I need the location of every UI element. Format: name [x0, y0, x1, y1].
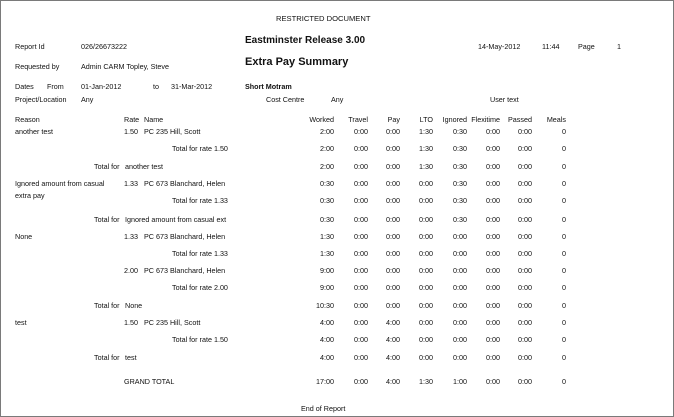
flexitime-cell: 0:00 — [486, 353, 500, 362]
cost-centre-label: Cost Centre — [266, 95, 305, 104]
meals-cell: 0 — [562, 127, 566, 136]
rate-total-label: Total for rate 2.00 — [172, 283, 228, 292]
flexitime-cell: 0:00 — [486, 335, 500, 344]
passed-cell: 0:00 — [518, 318, 532, 327]
travel-cell: 0:00 — [354, 283, 368, 292]
flexitime-cell: 0:00 — [486, 283, 500, 292]
pay-cell: 4:00 — [386, 335, 400, 344]
flexitime-cell: 0:00 — [486, 162, 500, 171]
worked-cell: 17:00 — [316, 377, 334, 386]
ignored-cell: 0:30 — [453, 144, 467, 153]
travel-cell: 0:00 — [354, 353, 368, 362]
worked-cell: 1:30 — [320, 232, 334, 241]
total-for-reason: Ignored amount from casual ext — [125, 215, 227, 224]
rate-total-label: Total for rate 1.50 — [172, 144, 228, 153]
worked-cell: 4:00 — [320, 318, 334, 327]
passed-cell: 0:00 — [518, 249, 532, 258]
lto-cell: 0:00 — [419, 196, 433, 205]
rate-cell: 1.50 — [124, 318, 138, 327]
worked-cell: 0:30 — [320, 215, 334, 224]
pay-cell: 4:00 — [386, 318, 400, 327]
app-title: Eastminster Release 3.00 — [245, 35, 366, 46]
meals-cell: 0 — [562, 377, 566, 386]
col-rate: Rate — [124, 115, 140, 124]
lto-cell: 0:00 — [419, 283, 433, 292]
pay-cell: 0:00 — [386, 127, 400, 136]
meals-cell: 0 — [562, 162, 566, 171]
rate-total-label: Total for rate 1.33 — [172, 249, 228, 258]
flexitime-cell: 0:00 — [486, 249, 500, 258]
meals-cell: 0 — [562, 196, 566, 205]
ignored-cell: 0:30 — [453, 179, 467, 188]
col-flexitime: Flexitime — [471, 115, 500, 124]
passed-cell: 0:00 — [518, 196, 532, 205]
total-for-reason: another test — [125, 162, 163, 171]
col-passed: Passed — [508, 115, 532, 124]
passed-cell: 0:00 — [518, 335, 532, 344]
reason-cell: Ignored amount from casual — [15, 179, 105, 188]
total-for-reason: None — [125, 301, 143, 310]
travel-cell: 0:00 — [354, 215, 368, 224]
lto-cell: 0:00 — [419, 215, 433, 224]
rate-cell: 1.33 — [124, 232, 138, 241]
worked-cell: 0:30 — [320, 179, 334, 188]
lto-cell: 0:00 — [419, 318, 433, 327]
passed-cell: 0:00 — [518, 127, 532, 136]
worked-cell: 2:00 — [320, 144, 334, 153]
total-for-label: Total for — [94, 162, 120, 171]
report-id: 026/26673222 — [81, 42, 127, 51]
report-title: Extra Pay Summary — [245, 56, 349, 68]
flexitime-cell: 0:00 — [486, 179, 500, 188]
travel-cell: 0:00 — [354, 179, 368, 188]
lto-cell: 1:30 — [419, 377, 433, 386]
lto-cell: 0:00 — [419, 179, 433, 188]
reason-cell: test — [15, 318, 27, 327]
ignored-cell: 0:30 — [453, 127, 467, 136]
rate-cell: 1.50 — [124, 127, 138, 136]
worked-cell: 2:00 — [320, 162, 334, 171]
banner: RESTRICTED DOCUMENT — [276, 14, 371, 23]
travel-cell: 0:00 — [354, 162, 368, 171]
page-label: Page — [578, 42, 595, 51]
travel-cell: 0:00 — [354, 318, 368, 327]
meals-cell: 0 — [562, 283, 566, 292]
name-cell: PC 235 Hill, Scott — [144, 318, 201, 327]
name-cell: PC 673 Blanchard, Helen — [144, 266, 226, 275]
flexitime-cell: 0:00 — [486, 215, 500, 224]
ignored-cell: 0:30 — [453, 196, 467, 205]
name-cell: PC 673 Blanchard, Helen — [144, 179, 226, 188]
lto-cell: 0:00 — [419, 232, 433, 241]
report-subtitle: Short Motram — [245, 82, 292, 91]
reason-cell: another test — [15, 127, 53, 136]
passed-cell: 0:00 — [518, 162, 532, 171]
worked-cell: 1:30 — [320, 249, 334, 258]
pay-cell: 0:00 — [386, 162, 400, 171]
meals-cell: 0 — [562, 232, 566, 241]
passed-cell: 0:00 — [518, 301, 532, 310]
passed-cell: 0:00 — [518, 353, 532, 362]
project-location-label: Project/Location — [15, 95, 67, 104]
travel-cell: 0:00 — [354, 301, 368, 310]
lto-cell: 1:30 — [419, 144, 433, 153]
travel-cell: 0:00 — [354, 377, 368, 386]
meals-cell: 0 — [562, 318, 566, 327]
to-date: 31-Mar-2012 — [171, 82, 213, 91]
report-id-label: Report Id — [15, 42, 45, 51]
col-lto: LTO — [419, 115, 433, 124]
meals-cell: 0 — [562, 353, 566, 362]
ignored-cell: 0:00 — [453, 301, 467, 310]
worked-cell: 10:30 — [316, 301, 334, 310]
ignored-cell: 0:30 — [453, 215, 467, 224]
lto-cell: 1:30 — [419, 162, 433, 171]
cost-centre: Any — [331, 95, 344, 104]
user-text-label: User text — [490, 95, 519, 104]
travel-cell: 0:00 — [354, 144, 368, 153]
worked-cell: 2:00 — [320, 127, 334, 136]
col-worked: Worked — [309, 115, 334, 124]
ignored-cell: 0:00 — [453, 249, 467, 258]
project-location: Any — [81, 95, 94, 104]
requested-by-label: Requested by — [15, 62, 60, 71]
travel-cell: 0:00 — [354, 335, 368, 344]
reason-cell: None — [15, 232, 33, 241]
page-number: 1 — [617, 42, 621, 51]
lto-cell: 0:00 — [419, 353, 433, 362]
total-for-label: Total for — [94, 301, 120, 310]
pay-cell: 0:00 — [386, 232, 400, 241]
lto-cell: 0:00 — [419, 266, 433, 275]
from-date: 01-Jan-2012 — [81, 82, 122, 91]
travel-cell: 0:00 — [354, 232, 368, 241]
meals-cell: 0 — [562, 144, 566, 153]
lto-cell: 0:00 — [419, 301, 433, 310]
passed-cell: 0:00 — [518, 179, 532, 188]
flexitime-cell: 0:00 — [486, 144, 500, 153]
col-travel: Travel — [348, 115, 368, 124]
worked-cell: 4:00 — [320, 353, 334, 362]
passed-cell: 0:00 — [518, 283, 532, 292]
travel-cell: 0:00 — [354, 127, 368, 136]
ignored-cell: 0:30 — [453, 162, 467, 171]
flexitime-cell: 0:00 — [486, 196, 500, 205]
pay-cell: 0:00 — [386, 196, 400, 205]
dates-label: Dates — [15, 82, 34, 91]
passed-cell: 0:00 — [518, 377, 532, 386]
flexitime-cell: 0:00 — [486, 266, 500, 275]
name-cell: PC 673 Blanchard, Helen — [144, 232, 226, 241]
worked-cell: 0:30 — [320, 196, 334, 205]
flexitime-cell: 0:00 — [486, 232, 500, 241]
ignored-cell: 0:00 — [453, 318, 467, 327]
flexitime-cell: 0:00 — [486, 318, 500, 327]
pay-cell: 0:00 — [386, 179, 400, 188]
rate-cell: 1.33 — [124, 179, 138, 188]
reason-cell-cont: extra pay — [15, 191, 45, 200]
travel-cell: 0:00 — [354, 266, 368, 275]
passed-cell: 0:00 — [518, 232, 532, 241]
meals-cell: 0 — [562, 249, 566, 258]
flexitime-cell: 0:00 — [486, 127, 500, 136]
meals-cell: 0 — [562, 301, 566, 310]
ignored-cell: 0:00 — [453, 335, 467, 344]
worked-cell: 9:00 — [320, 283, 334, 292]
ignored-cell: 0:00 — [453, 232, 467, 241]
passed-cell: 0:00 — [518, 144, 532, 153]
meals-cell: 0 — [562, 215, 566, 224]
lto-cell: 1:30 — [419, 127, 433, 136]
total-for-label: Total for — [94, 215, 120, 224]
lto-cell: 0:00 — [419, 335, 433, 344]
end-of-report: End of Report — [301, 404, 346, 413]
ignored-cell: 0:00 — [453, 353, 467, 362]
pay-cell: 0:00 — [386, 144, 400, 153]
rate-total-label: Total for rate 1.50 — [172, 335, 228, 344]
ignored-cell: 0:00 — [453, 266, 467, 275]
pay-cell: 0:00 — [386, 249, 400, 258]
col-ignored: Ignored — [442, 115, 467, 124]
col-meals: Meals — [546, 115, 566, 124]
meals-cell: 0 — [562, 179, 566, 188]
passed-cell: 0:00 — [518, 266, 532, 275]
worked-cell: 9:00 — [320, 266, 334, 275]
to-label: to — [153, 82, 159, 91]
col-pay: Pay — [387, 115, 400, 124]
worked-cell: 4:00 — [320, 335, 334, 344]
pay-cell: 0:00 — [386, 215, 400, 224]
rate-cell: 2.00 — [124, 266, 138, 275]
meals-cell: 0 — [562, 335, 566, 344]
rate-total-label: Total for rate 1.33 — [172, 196, 228, 205]
from-label: From — [47, 82, 64, 91]
total-for-reason: test — [125, 353, 137, 362]
flexitime-cell: 0:00 — [486, 301, 500, 310]
pay-cell: 4:00 — [386, 377, 400, 386]
report-time: 11:44 — [542, 42, 560, 51]
requested-by: Admin CARM Topley, Steve — [81, 62, 170, 71]
total-for-label: Total for — [94, 353, 120, 362]
ignored-cell: 1:00 — [453, 377, 467, 386]
ignored-cell: 0:00 — [453, 283, 467, 292]
passed-cell: 0:00 — [518, 215, 532, 224]
report-date: 14-May-2012 — [478, 42, 521, 51]
travel-cell: 0:00 — [354, 249, 368, 258]
pay-cell: 4:00 — [386, 353, 400, 362]
name-cell: PC 235 Hill, Scott — [144, 127, 201, 136]
meals-cell: 0 — [562, 266, 566, 275]
pay-cell: 0:00 — [386, 266, 400, 275]
lto-cell: 0:00 — [419, 249, 433, 258]
travel-cell: 0:00 — [354, 196, 368, 205]
flexitime-cell: 0:00 — [486, 377, 500, 386]
grand-total-label: GRAND TOTAL — [124, 377, 175, 386]
pay-cell: 0:00 — [386, 283, 400, 292]
col-reason: Reason — [15, 115, 40, 124]
col-name: Name — [144, 115, 164, 124]
pay-cell: 0:00 — [386, 301, 400, 310]
